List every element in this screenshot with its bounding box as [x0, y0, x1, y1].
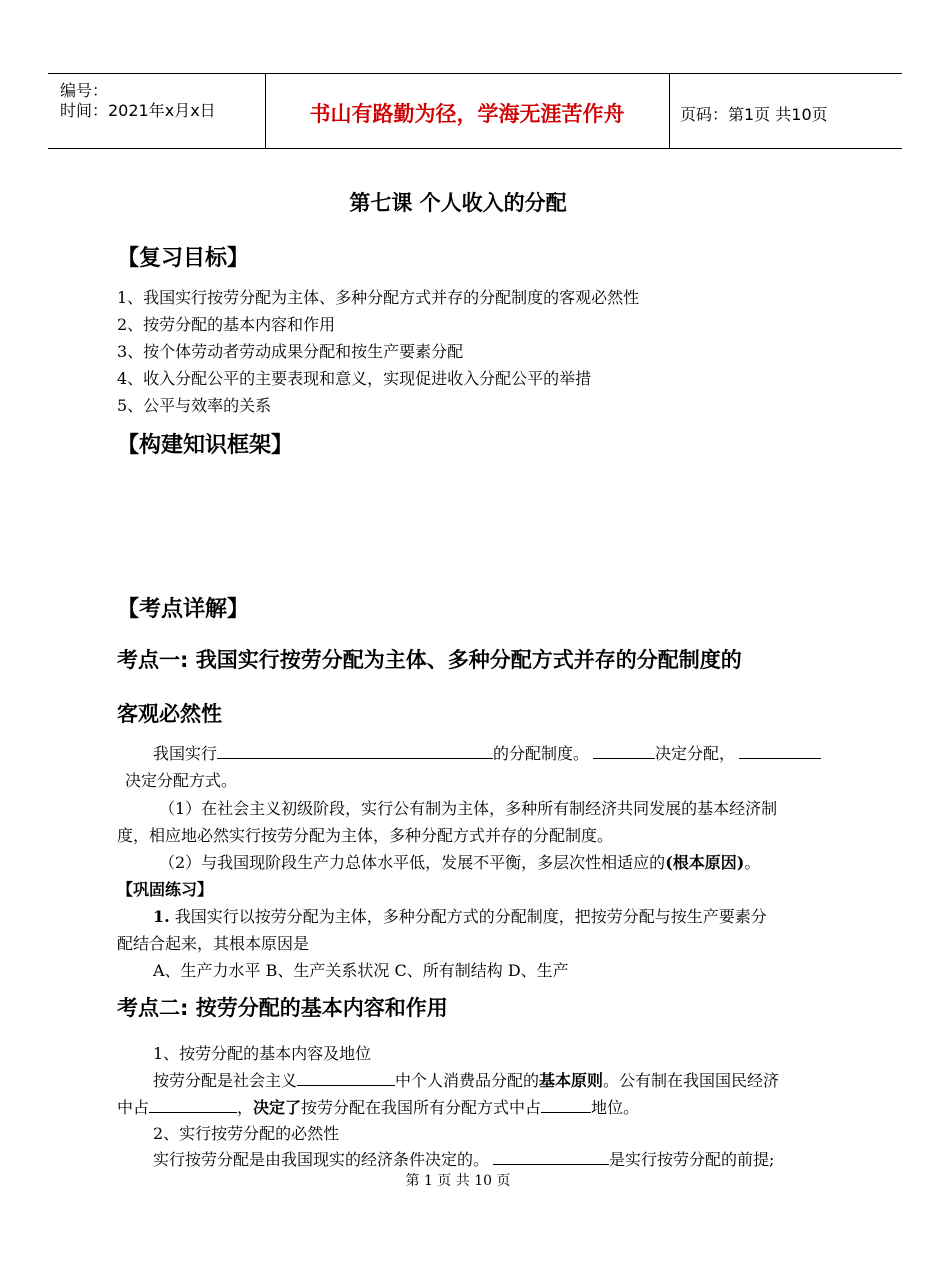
fill-text: 地位。 — [591, 1098, 640, 1117]
page-footer: 第 1 页 共 10 页 — [405, 1173, 511, 1189]
point2-heading: 考点二: 按劳分配的基本内容和作用 — [117, 996, 448, 1020]
point1-fill-line-end: 决定分配方式。 — [125, 771, 238, 790]
blank-line — [493, 1150, 609, 1165]
point1-para2 — [159, 850, 760, 873]
review-goals-heading: 【复习目标】 — [117, 246, 250, 271]
header-page-cell — [670, 74, 902, 148]
fill-text: 中占 — [117, 1098, 150, 1117]
review-goal-item: 2、按劳分配的基本内容和作用 — [117, 315, 336, 334]
fill-text: 决定分配， — [655, 744, 736, 763]
blank-line — [217, 744, 493, 759]
point1-fill-line — [153, 741, 821, 764]
review-goal-item: 4、收入分配公平的主要表现和意义，实现促进收入分配公平的举措 — [117, 369, 592, 388]
page-header — [48, 73, 902, 149]
doc-time-label: 时间：2021年x月x日 — [60, 101, 216, 120]
practice-question-line2: 配结合起来，其根本原因是 — [117, 934, 310, 953]
header-info-cell — [48, 74, 266, 148]
blank-line — [593, 744, 655, 759]
header-page-number: 页码：第1页 共10页 — [680, 105, 828, 124]
review-goal-item: 5、公平与效率的关系 — [117, 396, 272, 415]
blank-line — [739, 744, 821, 759]
point2-line1 — [153, 1068, 779, 1091]
fill-text: 。公有制在我国国民经济 — [603, 1071, 780, 1090]
para-bold-text: (根本原因) — [665, 853, 745, 872]
blank-line — [297, 1071, 395, 1086]
points-heading: 【考点详解】 — [117, 597, 250, 622]
point1-heading-line2: 客观必然性 — [117, 702, 222, 726]
point2-line2 — [117, 1095, 639, 1118]
practice-options: A、生产力水平 B、生产关系状况 C、所有制结构 D、生产 — [153, 961, 569, 980]
fill-text: 实行按劳分配是由我国现实的经济条件决定的。 — [153, 1150, 490, 1169]
point2-sub1: 1、按劳分配的基本内容及地位 — [153, 1044, 372, 1063]
para-text: （2）与我国现阶段生产力总体水平低，发展不平衡，多层次性相适应的 — [159, 853, 666, 872]
para-text: 。 — [744, 853, 761, 872]
fill-text: 的分配制度。 — [493, 744, 590, 763]
motto: 书山有路勤为径，学海无涯苦作舟 — [309, 102, 625, 126]
page-title: 第七课 个人收入的分配 — [349, 191, 567, 215]
point1-para1-line2: 度，相应地必然实行按劳分配为主体，多种分配方式并存的分配制度。 — [117, 826, 614, 845]
framework-heading: 【构建知识框架】 — [117, 433, 294, 458]
bold-text: 决定了 — [253, 1098, 302, 1117]
fill-text: 按劳分配是社会主义 — [153, 1071, 298, 1090]
fill-text: ， — [237, 1098, 254, 1117]
bold-text: 基本原则 — [539, 1071, 604, 1090]
point1-heading-line1: 考点一: 我国实行按劳分配为主体、多种分配方式并存的分配制度的 — [117, 648, 742, 672]
point2-sub2: 2、实行按劳分配的必然性 — [153, 1124, 340, 1143]
doc-number-label: 编号： — [60, 81, 109, 100]
fill-text: 按劳分配在我国所有分配方式中占 — [301, 1098, 542, 1117]
fill-text: 中个人消费品分配的 — [395, 1071, 540, 1090]
header-motto-cell — [265, 74, 670, 148]
point2-line3 — [153, 1147, 774, 1170]
question-text: 我国实行以按劳分配为主体，多种分配方式的分配制度，把按劳分配与按生产要素分 — [174, 907, 767, 926]
review-goal-item: 3、按个体劳动者劳动成果分配和按生产要素分配 — [117, 342, 464, 361]
point1-para1-line1: （1）在社会主义初级阶段，实行公有制为主体，多种所有制经济共同发展的基本经济制 — [159, 799, 778, 818]
review-goal-item: 1、我国实行按劳分配为主体、多种分配方式并存的分配制度的客观必然性 — [117, 288, 640, 307]
question-number: 1. — [153, 907, 170, 926]
fill-text: 我国实行 — [153, 744, 218, 763]
practice-question-line1 — [153, 904, 767, 927]
blank-line — [541, 1098, 591, 1113]
fill-text: 是实行按劳分配的前提; — [609, 1150, 775, 1169]
practice-heading: 【巩固练习】 — [117, 880, 214, 899]
blank-line — [149, 1098, 237, 1113]
